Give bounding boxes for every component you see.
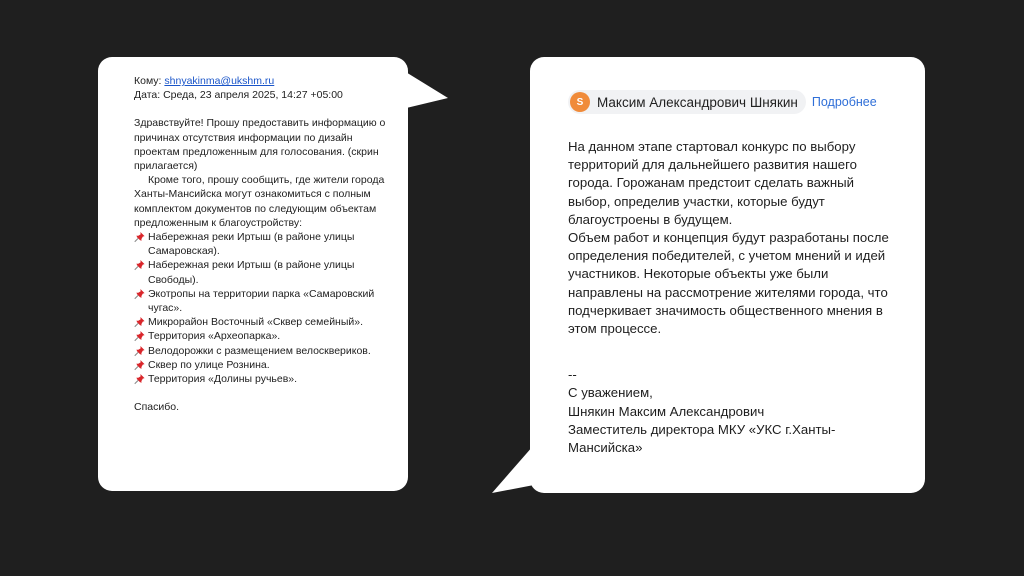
list-item-text: Территория «Археопарка».: [148, 330, 281, 343]
signature-dash: --: [568, 367, 577, 383]
pushpin-icon: [134, 373, 145, 385]
recipient-label: Кому:: [134, 75, 165, 87]
reply-email-bubble: [530, 57, 925, 493]
list-item-text: Сквер по улице Рознина.: [148, 358, 270, 371]
signature-title: Заместитель директора МКУ «УКС г.Ханты-Мансийска»: [568, 421, 836, 456]
sender-name: Максим Александрович Шнякин: [597, 94, 798, 110]
reply-paragraph-1: На данном этапе стартовал конкурс по выбору территорий для дальнейшего развития нашего города. Горожанам предстоит сделать важный выбор, определив участки, которые будут благоустроены в будущем.: [568, 139, 857, 227]
list-item: [134, 258, 394, 286]
signature-name: Шнякин Максим Александрович: [568, 403, 765, 419]
pushpin-icon: [134, 345, 145, 357]
date-line: Дата: Среда, 23 апреля 2025, 14:27 +05:00: [134, 89, 343, 102]
pushpin-icon: [134, 231, 145, 243]
list-item-text: Набережная реки Иртыш (в районе улицы Свободы).: [148, 259, 355, 286]
pushpin-icon: [134, 259, 145, 271]
pushpin-icon: [134, 330, 145, 342]
sender-chip[interactable]: [568, 90, 806, 114]
list-item-text: Микрорайон Восточный «Сквер семейный».: [148, 316, 364, 329]
list-item: [134, 329, 394, 343]
recipient-line: [134, 74, 394, 88]
list-item: [134, 287, 394, 315]
request-email-bubble: [98, 57, 408, 491]
list-item-text: Велодорожки с размещением велосквериков.: [148, 344, 371, 357]
list-item: [134, 372, 394, 386]
reply-paragraph-2: Объем работ и концепция будут разработаны после определения победителей, с учетом мнений и идей участников. Некоторые объекты уже были направлены на рассмотрение жителями города, что подчеркивает значимость общественного мнения в этом процессе.: [568, 230, 889, 337]
signature-regards: С уважением,: [568, 385, 653, 401]
reply-body: [568, 138, 891, 338]
list-item: [134, 344, 394, 358]
pushpin-icon: [134, 316, 145, 328]
sender-row: [568, 90, 877, 114]
object-list: [134, 230, 394, 386]
pushpin-icon: [134, 359, 145, 371]
recipient-email-link[interactable]: shnyakinma@ukshm.ru: [164, 75, 275, 87]
details-link[interactable]: Подробнее: [811, 95, 877, 109]
request-paragraph: Кроме того, прошу сообщить, где жители города Ханты-Мансийска могут ознакомиться с полным комплектом документов по следующим объектам предложенным к благоустройству:: [134, 174, 385, 229]
list-item: [134, 315, 394, 329]
avatar: S: [570, 92, 590, 112]
list-item: [134, 230, 394, 258]
list-item: [134, 358, 394, 372]
pushpin-icon: [134, 288, 145, 300]
closing-text: Спасибо.: [134, 401, 179, 414]
greeting-paragraph: Здравствуйте! Прошу предоставить информацию о причинах отсутствия информации по дизайн проектам предложенным для голосования. (скрин прилагается): [134, 117, 386, 173]
list-item-text: Набережная реки Иртыш (в районе улицы Самаровская).: [148, 231, 355, 258]
signature-block: [568, 366, 891, 457]
list-item-text: Экотропы на территории парка «Самаровский чугас».: [148, 287, 375, 315]
list-item-text: Территория «Долины ручьев».: [148, 373, 298, 386]
